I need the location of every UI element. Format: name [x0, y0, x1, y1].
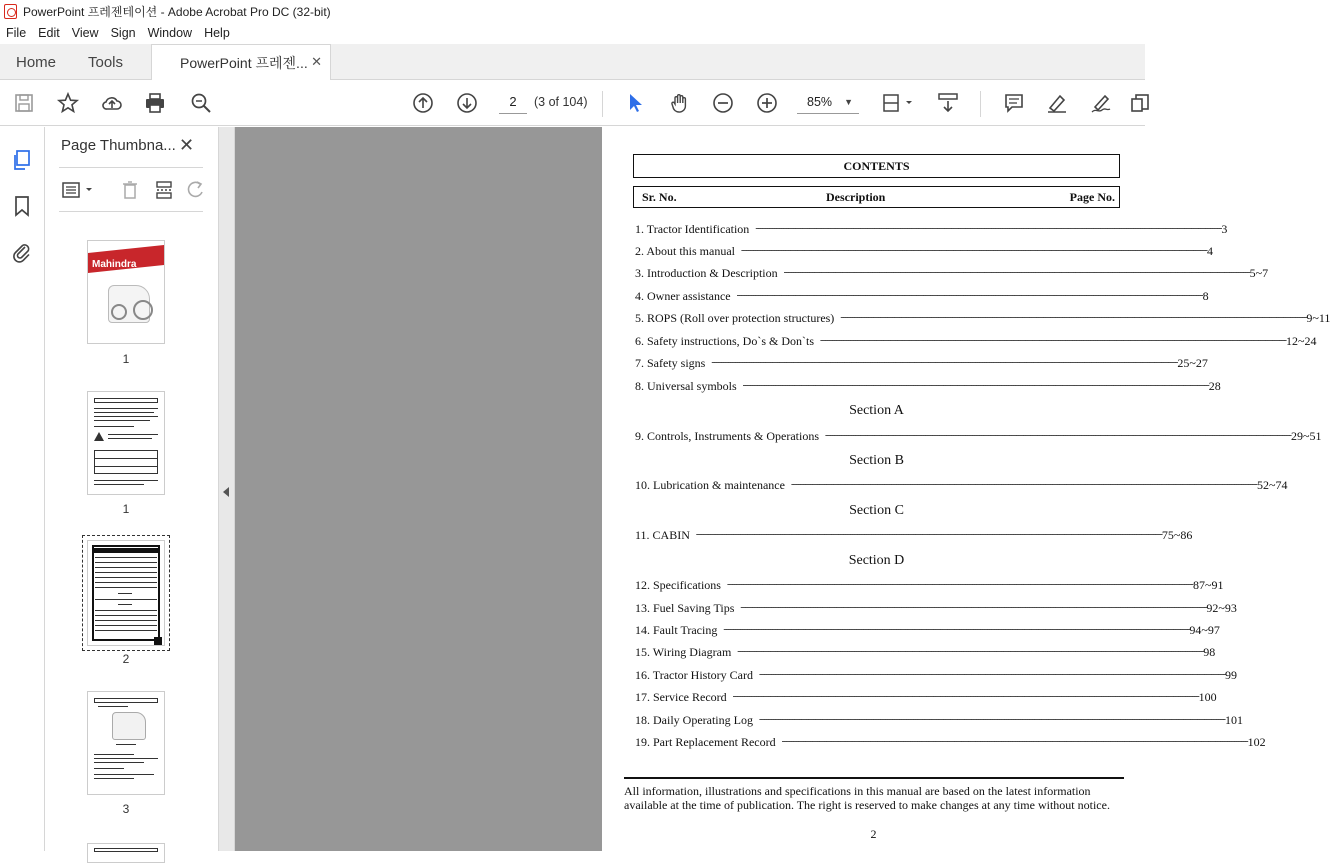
window-title: PowerPoint 프레젠테이션 - Adobe Acrobat Pro DC (32-bit): [23, 4, 331, 19]
upload-cloud-icon[interactable]: [100, 91, 124, 115]
sign-pen-icon[interactable]: [1089, 91, 1113, 115]
toc-row: 15. Wiring Diagram -------------------------------------------------------------------------------------------------------------------------------------------------------------------------------------------------------- 98: [635, 645, 1216, 659]
menu-view[interactable]: View: [71, 26, 99, 40]
panel-divider-2: [59, 211, 203, 212]
left-navigation-rail: [0, 127, 45, 851]
acrobat-app-icon: [4, 4, 17, 19]
page-number-input[interactable]: 2: [499, 90, 527, 114]
highlight-pen-icon[interactable]: [1045, 91, 1069, 115]
next-page-icon[interactable]: [455, 91, 479, 115]
header-description: Description: [826, 190, 886, 204]
previous-page-icon[interactable]: [411, 91, 435, 115]
toc-row: 4. Owner assistance -------------------------------------------------------------------------------------------------------------------------------------------------------------------------------------------------------- 8: [635, 289, 1209, 303]
pdf-page: [602, 127, 1330, 851]
menu-help[interactable]: Help: [204, 26, 230, 40]
zoom-search-icon[interactable]: [189, 91, 213, 115]
toc-row: 10. Lubrication & maintenance -------------------------------------------------------------------------------------------------------------------------------------------------------------------------------------------------------- 52~74: [635, 478, 1288, 492]
select-cursor-icon[interactable]: [624, 91, 648, 115]
thumbnail-label: 1: [122, 502, 130, 516]
page-number: 2: [870, 827, 877, 841]
menu-bar: [0, 22, 1145, 44]
tab-home[interactable]: Home: [16, 53, 57, 71]
print-icon[interactable]: [143, 91, 167, 115]
header-sr-no: Sr. No.: [642, 190, 677, 204]
page-thumbnails-panel: [45, 127, 218, 851]
toc-row: 2. About this manual -------------------------------------------------------------------------------------------------------------------------------------------------------------------------------------------------------- 4: [635, 244, 1214, 258]
toc-row: 11. CABIN -------------------------------------------------------------------------------------------------------------------------------------------------------------------------------------------------------- 75~86: [635, 528, 1193, 542]
zoom-value: 85%: [807, 95, 833, 109]
table-header: [633, 186, 1120, 208]
toc-row: 3. Introduction & Description -------------------------------------------------------------------------------------------------------------------------------------------------------------------------------------------------------- 5~7: [635, 266, 1269, 280]
attachment-icon[interactable]: [11, 241, 35, 265]
menu-window[interactable]: Window: [147, 26, 193, 40]
toc-row: 12. Specifications -------------------------------------------------------------------------------------------------------------------------------------------------------------------------------------------------------- 87~91: [635, 578, 1224, 592]
menu-file[interactable]: File: [6, 26, 27, 40]
zoom-select[interactable]: [797, 90, 859, 114]
tab-document[interactable]: [151, 44, 331, 81]
page-thumbnails-icon[interactable]: [11, 149, 35, 173]
thumbnail-label: 3: [122, 802, 130, 816]
page-thumbnail-selected[interactable]: [87, 540, 165, 646]
star-icon[interactable]: [56, 91, 80, 115]
page-thumbnail[interactable]: [87, 691, 165, 795]
zoom-in-icon[interactable]: [755, 91, 779, 115]
toc-row: 7. Safety signs -------------------------------------------------------------------------------------------------------------------------------------------------------------------------------------------------------- 25~27: [635, 356, 1208, 370]
toc-row: 14. Fault Tracing -------------------------------------------------------------------------------------------------------------------------------------------------------------------------------------------------------- 94~97: [635, 623, 1220, 637]
panel-title: Page Thumbna...: [61, 137, 176, 154]
hand-tool-icon[interactable]: [668, 91, 692, 115]
menu-edit[interactable]: Edit: [38, 26, 60, 40]
tab-bar: [0, 44, 1145, 80]
thumbnail-options-icon[interactable]: [59, 179, 97, 201]
toc-row: 16. Tractor History Card -------------------------------------------------------------------------------------------------------------------------------------------------------------------------------------------------------- 99: [635, 668, 1238, 682]
tractor-illustration: [108, 285, 150, 323]
page-thumbnail[interactable]: [87, 391, 165, 495]
section-heading: Section B: [849, 453, 904, 468]
delete-page-icon[interactable]: [117, 179, 143, 201]
thumbnail-label: 1: [122, 352, 130, 366]
footnote: All information, illustrations and specifications in this manual are based on the latest information available at the time of publication. The right is reserved to make changes at any time without notice.: [624, 784, 1110, 812]
section-heading: Section A: [849, 403, 904, 418]
page-thumbnail[interactable]: [87, 240, 165, 344]
scroll-mode-icon[interactable]: [936, 91, 960, 115]
mahindra-logo: Mahindra: [92, 259, 137, 270]
section-heading: Section D: [848, 553, 905, 568]
toc-row: 18. Daily Operating Log -------------------------------------------------------------------------------------------------------------------------------------------------------------------------------------------------------- 101: [635, 713, 1243, 727]
section-heading: Section C: [849, 503, 904, 518]
toc-row: 19. Part Replacement Record -------------------------------------------------------------------------------------------------------------------------------------------------------------------------------------------------------- 102: [635, 735, 1266, 749]
close-tab-icon[interactable]: ✕: [311, 54, 322, 69]
comment-icon[interactable]: [1002, 91, 1026, 115]
toc-row: 17. Service Record -------------------------------------------------------------------------------------------------------------------------------------------------------------------------------------------------------- 100: [635, 690, 1217, 704]
toc-row: 1. Tractor Identification -------------------------------------------------------------------------------------------------------------------------------------------------------------------------------------------------------- 3: [635, 222, 1228, 236]
tab-tools[interactable]: Tools: [88, 53, 124, 71]
panel-divider: [59, 167, 203, 168]
rotate-page-icon[interactable]: [183, 179, 209, 201]
panel-splitter[interactable]: [218, 127, 235, 851]
thumbnail-label: 2: [122, 652, 130, 666]
menu-sign[interactable]: Sign: [110, 26, 136, 40]
save-icon[interactable]: [12, 91, 36, 115]
page-count-label: (3 of 104): [534, 95, 588, 109]
toc-row: 13. Fuel Saving Tips -------------------------------------------------------------------------------------------------------------------------------------------------------------------------------------------------------- 92~93: [635, 601, 1237, 615]
header-page-no: Page No.: [1069, 190, 1115, 204]
more-tools-icon[interactable]: [1129, 91, 1153, 115]
toc-row: 6. Safety instructions, Do`s & Don`ts -------------------------------------------------------------------------------------------------------------------------------------------------------------------------------------------------------- 12~24: [635, 334, 1317, 348]
contents-heading: CONTENTS: [633, 154, 1120, 178]
zoom-out-icon[interactable]: [711, 91, 735, 115]
page-fit-icon[interactable]: [880, 91, 916, 115]
page-thumbnail[interactable]: [87, 843, 165, 863]
toc-row: 9. Controls, Instruments & Operations -------------------------------------------------------------------------------------------------------------------------------------------------------------------------------------------------------- 29~51: [635, 429, 1322, 443]
toolbar-separator-2: [980, 91, 981, 117]
toc-row: 8. Universal symbols -------------------------------------------------------------------------------------------------------------------------------------------------------------------------------------------------------- 28: [635, 379, 1221, 393]
bookmark-icon[interactable]: [11, 195, 35, 219]
close-panel-icon[interactable]: ✕: [179, 135, 195, 155]
title-bar: [0, 0, 1145, 22]
insert-page-icon[interactable]: [151, 179, 177, 201]
tab-document-label: PowerPoint 프레젠...: [180, 55, 308, 71]
chevron-down-icon: ▼: [844, 97, 853, 107]
toolbar-separator: [602, 91, 603, 117]
collapse-panel-icon[interactable]: [223, 487, 229, 497]
footer-rule: [624, 777, 1124, 779]
toc-row: 5. ROPS (Roll over protection structures) -------------------------------------------------------------------------------------------------------------------------------------------------------------------------------------------------------- 9~11: [635, 311, 1330, 325]
